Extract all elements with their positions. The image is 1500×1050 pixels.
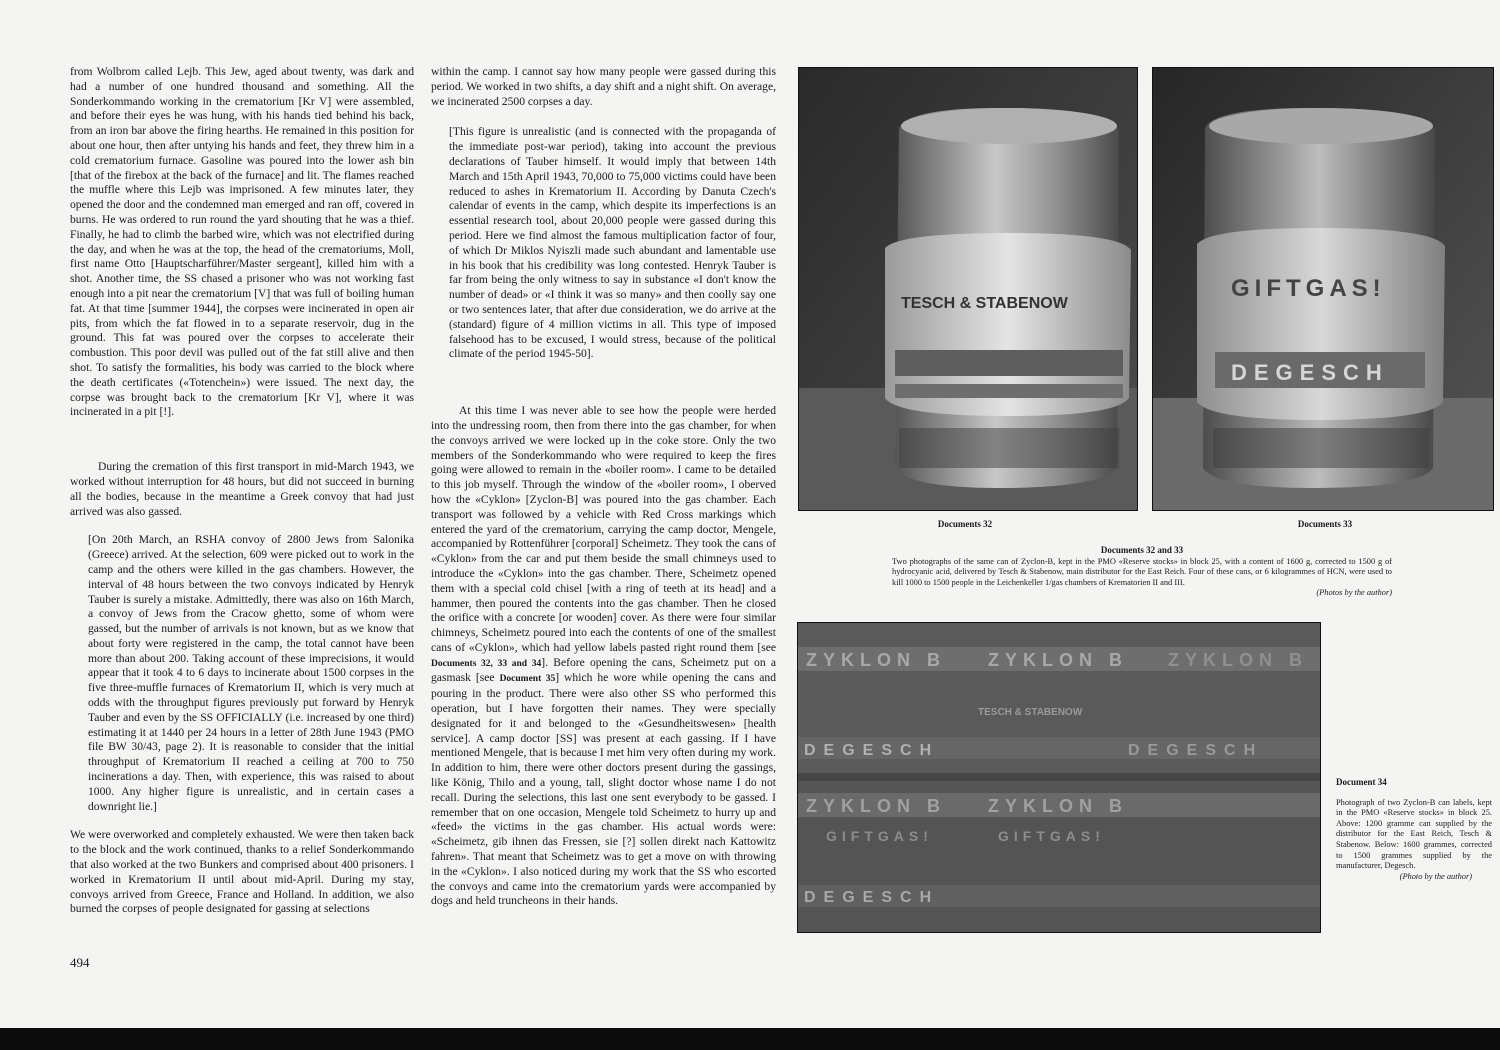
text-column-middle: [431, 65, 776, 909]
can-label-text: TESCH & STABENOW: [901, 295, 1068, 312]
text-column-left: [70, 65, 414, 917]
paragraph: During the cremation of this first transport in mid-March 1943, we worked without interruption for 48 hours, but did not succeed in burning all the bodies, because in the meantime a Greek convoy that had just arrived was also gassed.: [70, 460, 414, 518]
label-text: ZYKLON B: [1168, 650, 1308, 670]
label-text: ZYKLON B: [806, 796, 946, 816]
can-label-text: DEGESCH: [1231, 360, 1389, 385]
photo-document-34: [797, 622, 1321, 933]
caption-text: Photograph of two Zyclon-B can labels, kept in the PMO «Reserve stocks» in block 25. Above: 1200 gramme can supplied by the distributor for the East Reich, Tesch & Stabenow. Below: 1600 grammes, corrected to 1500 grammes supplied by the manufacturer, Degesch.: [1336, 797, 1492, 871]
editor-note: [On 20th March, an RSHA convoy of 2800 Jews from Salonika (Greece) arrived. At the selection, 609 were picked out to work in the camp and the others were killed in the gas chambers. However, the interval of 48 hours between the two convoys indicated by Henryk Tauber is surely a mistake. Admittedly, there was also on 16th March, a convoy of Jews from the Cracow ghetto, some of whom were gassed, but the number of arrivals is not known, but as we know that about forty were registered in the camp, the total cannot have been more than about 200. Taking account of these imprecisions, it would appear that it took 4 to 6 days to incinerate about 1500 corpses in the five three-muffle furnaces of Krematorium II, which is very much at odds with the throughput figures previously put forward by Henryk Tauber and even by the SS OFFICIALLY (i.e. increased by one third) estimating it at 1440 per 24 hours in a letter of 28th June 1943 (PMO file BW 30/43, page 2). It is reasonable to consider that the initial throughput of Krematorium II reached a ceiling at 700 to 750 incinerations a day. Then, with experience, this was raised to about 1000. Any higher figure is unrealistic, and in certain cases a downright lie.]: [88, 533, 414, 813]
caption-text: Two photographs of the same can of Zyclon-B, kept in the PMO «Reserve stocks» in block 25, with a content of 1600 g, corrected to 1500 g of hydrocyanic acid, delivered by Tesch & Stabenow, main distributor for the East Reich. Four of these cans, or 6 kilogrammes of HCN, were used to kill 1000 to 1500 people in the Leichenkeller 1/gas chambers of Krematorien II and III.: [892, 556, 1392, 587]
label-text: ZYKLON B: [806, 650, 946, 670]
label-text: GIFTGAS!: [826, 828, 933, 844]
label-text: DEGESCH: [804, 742, 940, 759]
editor-note: [This figure is unrealistic (and is connected with the propaganda of the immediate post-war period), taking into account the previous declarations of Tauber himself. It would imply that between 14th March and 15th April 1943, 70,000 to 75,000 victims could have been reduced to ashes in Krematorium II. According by Danuta Czech's calendar of events in the camp, which despite its imperfections is an essential research tool, about 20,000 people were gassed during this period. Here we find almost the famous multiplication factor of four, of which Dr Miklos Nyiszli made such abundant and lamentable use in his book that his credibility was long contested. Henryk Tauber is far from being the only witness to say in substance «I don't know the number of dead» or «I think it was so many» and then coolly say one or two sentences later, that after due consideration, we do arrive at the (standard) figure of 4 million victims in all. This type of imposed falsehood has to be excused, I would stress, because of the political climate of the period 1945-50].: [449, 125, 776, 361]
zyklon-can-image: [1153, 68, 1493, 510]
caption-credit: (Photos by the author): [1316, 588, 1392, 598]
can-label-text: GIFTGAS!: [1231, 275, 1386, 302]
document-reference: Document 35: [499, 674, 556, 685]
paragraph: from Wolbrom called Lejb. This Jew, aged about twenty, was dark and had a number of one hundred thousand and something. All the Sonderkommando working in the crematorium [Kr V] were assembled, and before their eyes he was hung, with his hands tied behind his back, from an iron bar above the firing hearths. He remained in this position for about one hour, then after untying his hands and feet, they threw him in a cold crematorium furnace. Gasoline was poured into the lower ash bin [that of the firebox at the back of the furnace] and lit. The flames reached the muffle where this Lejb was imprisoned. A few minutes later, they opened the door and the condemned man emerged and ran off, covered in burns. He was ordered to run round the yard shouting that he was a thief. Finally, he had to climb the barbed wire, which was not electrified during the day, and when he was at the top, the head of the crematoriums, Moll, first name Otto [Hauptscharführer/Master sergeant], killed him with a shot. Another time, the SS chased a prisoner who was not working fast enough into a pit near the crematorium [V] that was full of boiling human fat. At that time [summer 1944], the corpses were incinerated in open air pits, from which the fat flowed in to a separate reservoir, dug in the ground. This fat was poured over the corpses to accelerate their combustion. This poor devil was pulled out of the fat still alive and then shot. To satisfy the formalities, his body was carried to the block where the death certificates («Totenchein») were issued. The next day, the corpse was brought back to the crematorium [Kr V], where it was incinerated in a pit [!].: [70, 65, 414, 419]
caption-title: Document 34: [1336, 777, 1387, 787]
label-text: DEGESCH: [1128, 742, 1264, 759]
label-text: ZYKLON B: [988, 650, 1128, 670]
paragraph: At this time I was never able to see how the people were herded into the undressing room, then from there into the gas chamber, for when the convoys arrived we were locked up in the coke store. Only the two members of the Sonderkommando who were required to keep the fires going were allowed to remain in the «boiler room». I came to be detailed to this job myself. Through the window of the «boiler room», I oberved how the «Cyklon» [Zyclon-B] was poured into the gas chamber. Each transport was followed by a vehicle with Red Cross markings which entered the yard of the crematorium, carrying the camp doctor, Mengele, accompanied by Rottenführer [corporal] Scheimetz. They took the cans of «Cyklon» from the car and put them beside the small chimneys used to introduce the «Cyklon» into the gas chamber. There, Scheimetz opened them with a special cold chisel [with a ring of teeth at its head] and a hammer, then poured the contents into the gas chamber. Then he closed the orifice with a concrete [or wooden] cover. As there were four similar chimneys, Scheimetz poured into each the contents of one of the smallest cans of «Cyklon», which had yellow labels pasted right round them [see Documents 32, 33 and 34]. Before opening the cans, Scheimetz put on a gasmask [see Document 35] which he wore while opening the cans and pouring in the product. There were also other SS who performed this operation, but I have forgotten their names. They were specially designated for it and belonged to the «Gesundheitswesen» [health service]. A camp doctor [SS] was present at each gassing. If I have mentioned Mengele, that is because I met him very often during my work. In addition to him, there were other doctors present during the gassings, like König, Thilo and a young, tall, slight doctor whose name I do not recall. During the selections, this last one sent everybody to be gassed. I remember that on one occasion, Mengele told Scheimetz to hurry up and «feed» the victims in the gas chamber. His actual words were: «Scheimetz, gib ihnen das Fressen, sie [?] sollen direkt nach Kattowitz fahren». That meant that Scheimetz was to get a move on with throwing in the «Cyklon». I also noticed during my work that the SS who escorted the convoys and came into the crematorium yards were accompanied by dogs and held truncheons in their hands.: [431, 404, 776, 908]
document-reference: Documents 32, 33 and 34: [431, 658, 542, 669]
paragraph: within the camp. I cannot say how many people were gassed during this period. We worked in two shifts, a day shift and a night shift. On average, we incinerated 2500 corpses a day.: [431, 65, 776, 108]
scan-edge-bar: [0, 1028, 1500, 1050]
caption-title: Documents 32 and 33: [1100, 545, 1184, 555]
zyklon-can-image: [799, 68, 1137, 510]
label-text: DEGESCH: [804, 889, 940, 906]
photo-document-32: [798, 67, 1138, 511]
label-text: TESCH & STABENOW: [978, 707, 1083, 718]
paragraph: We were overworked and completely exhausted. We were then taken back to the block and the work continued, thanks to a relief Sonderkommando that also worked at the two Bunkers and comprised about 400 prisoners. I worked in Krematorium II until about mid-April. During my stay, convoys arrived from Greece, France and Holland. In addition, we also burned the corpses of people designated for gassing at selections: [70, 828, 414, 916]
figure-caption-32-33: [892, 545, 1392, 599]
caption-credit: (Photo by the author): [1399, 871, 1472, 881]
photo-caption: Documents 32: [937, 519, 993, 529]
label-text: ZYKLON B: [988, 796, 1128, 816]
photo-caption: Documents 33: [1297, 519, 1353, 529]
label-text: GIFTGAS!: [998, 828, 1105, 844]
zyklon-labels-image: [798, 623, 1320, 932]
photo-document-33: [1152, 67, 1494, 511]
page-number: 494: [70, 955, 90, 970]
figure-caption-34: [1336, 777, 1492, 882]
